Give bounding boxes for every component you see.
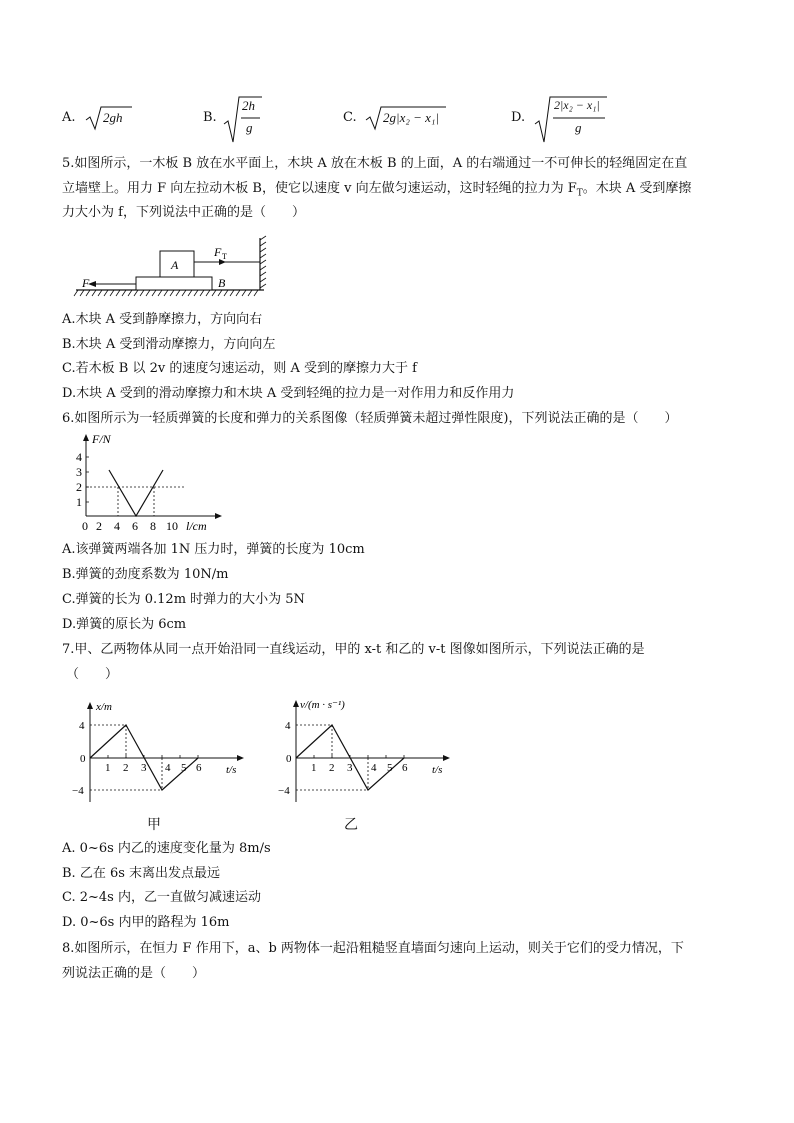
q6-option-a: A.该弹簧两端各加 1N 压力时，弹簧的长度为 10cm [62, 542, 365, 557]
q7-jia-xtick-3: 3 [141, 762, 147, 774]
q6-ytick-2: 2 [76, 480, 82, 494]
q6-xtick-10: 10 [166, 519, 178, 533]
wall-hatch [260, 236, 266, 288]
q6-xtick-4: 4 [114, 519, 120, 533]
q4-option-b-num: 2h [242, 98, 255, 113]
q7-figure-jia [70, 698, 260, 810]
q7-jia-xtick-5: 5 [181, 762, 187, 774]
force-f-label: F [82, 276, 90, 290]
q7-yi-xtick-5: 5 [387, 762, 393, 774]
q6-xtick-6: 6 [132, 519, 138, 533]
q5-option-b: B.木块 A 受到滑动摩擦力，方向向左 [62, 337, 276, 352]
q5-stem-line3: 力大小为 f，下列说法中正确的是（ ） [62, 205, 305, 220]
tension-label-sub: T [222, 252, 227, 261]
q7-figure-yi [276, 694, 466, 810]
q4-options [0, 92, 794, 148]
q7-jia-xtick-4: 4 [165, 762, 171, 774]
q4-option-c-label: C. [343, 110, 357, 125]
q7-jia-xlabel: t/s [226, 764, 237, 776]
q6-xtick-8: 8 [150, 519, 156, 533]
q5-figure [70, 232, 270, 300]
q7-option-d: D. 0~6s 内甲的路程为 16m [62, 915, 230, 930]
q7-jia-ytick-neg4: −4 [72, 785, 84, 797]
block-a-label: A [171, 258, 179, 272]
q4-option-b-den: g [246, 120, 253, 135]
q4-option-a-expr: 2gh [103, 110, 123, 125]
ground-hatch [74, 290, 258, 296]
q4-option-b-label: B. [203, 110, 217, 125]
q7-yi-xtick-2: 2 [329, 762, 335, 774]
q6-option-d: D.弹簧的原长为 6cm [62, 617, 187, 632]
f-l-graph [109, 470, 163, 516]
q7-yi-xtick-4: 4 [371, 762, 377, 774]
q8-stem-line1: 8.如图所示，在恒力 F 作用下，a、b 两物体一起沿粗糙竖直墙面匀速向上运动，则关于它们的受力情况，下 [62, 941, 684, 956]
q5-option-c: C.若木板 B 以 2v 的速度匀速运动，则 A 受到的摩擦力大于 f [62, 361, 417, 376]
q6-option-c: C.弹簧的长为 0.12m 时弹力的大小为 5N [62, 592, 305, 607]
q7-stem-line2: （ ） [66, 667, 119, 682]
q6-xtick-2: 2 [96, 519, 102, 533]
q4-option-d-den: g [575, 120, 582, 135]
q6-ytick-4: 4 [76, 450, 82, 464]
q7-jia-ytick-4: 4 [79, 720, 85, 732]
q4-option-c-expr: 2g|x₂ − x₁| [383, 110, 439, 125]
q7-yi-xlabel: t/s [432, 764, 443, 776]
q7-caption-yi: 乙 [344, 817, 358, 833]
q7-yi-xtick-3: 3 [347, 762, 353, 774]
q8-stem-line2: 列说法正确的是（ ） [62, 966, 206, 981]
q7-yi-xtick-6: 6 [402, 762, 408, 774]
tension-label: F [214, 245, 222, 259]
q7-yi-ytick-0: 0 [286, 753, 292, 765]
q7-yi-ytick-4: 4 [285, 720, 291, 732]
q7-option-a: A. 0~6s 内乙的速度变化量为 8m/s [62, 841, 271, 856]
q7-yi-xtick-1: 1 [311, 762, 317, 774]
q5-option-d: D.木块 A 受到的滑动摩擦力和木块 A 受到轻绳的拉力是一对作用力和反作用力 [62, 386, 515, 401]
q7-yi-ytick-neg4: −4 [278, 785, 290, 797]
board-b-label: B [218, 276, 226, 290]
q7-option-c: C. 2~4s 内，乙一直做匀减速运动 [62, 890, 261, 905]
q7-option-b: B. 乙在 6s 末离出发点最远 [62, 866, 221, 881]
q7-jia-xtick-1: 1 [105, 762, 111, 774]
q6-figure [68, 432, 228, 536]
q7-caption-jia: 甲 [147, 817, 161, 833]
q5-stem-line2-sub: T [576, 188, 583, 199]
q5-stem-line1: 5.如图所示，一木板 B 放在水平面上，木块 A 放在木板 B 的上面，A 的右端通过一不可伸长的轻绳固定在直 [62, 156, 688, 171]
q6-ylabel: F/N [92, 432, 111, 446]
q5-stem-line2-tail: 。木块 A 受到摩擦 [582, 181, 692, 196]
q7-yi-ylabel: v/(m · s⁻¹) [300, 699, 345, 711]
q7-stem-line1: 7.甲、乙两物体从同一点开始沿同一直线运动，甲的 x-t 和乙的 v-t 图像如图所示，下列说法正确的是 [62, 642, 645, 657]
board-b [136, 277, 212, 290]
q7-jia-ylabel: x/m [96, 701, 112, 713]
q4-option-d-label: D. [511, 110, 526, 125]
q6-ytick-3: 3 [76, 465, 82, 479]
q6-xtick-0: 0 [82, 519, 88, 533]
q7-jia-xtick-2: 2 [123, 762, 129, 774]
q6-xlabel: l/cm [186, 519, 207, 533]
q4-option-a-label: A. [62, 110, 76, 125]
q5-option-a: A.木块 A 受到静摩擦力，方向向右 [62, 312, 263, 327]
q6-ytick-1: 1 [76, 495, 82, 509]
q7-jia-xtick-6: 6 [196, 762, 202, 774]
q5-stem-line2 [62, 180, 691, 203]
q6-option-b: B.弹簧的劲度系数为 10N/m [62, 567, 229, 582]
q6-stem: 6.如图所示为一轻质弹簧的长度和弹力的关系图像（轻质弹簧未超过弹性限度)，下列说法正确的是（ ） [62, 411, 678, 426]
q4-option-d-num: 2|x₂ − x₁| [554, 98, 600, 112]
q5-stem-line2-text: 立墙壁上。用力 F 向左拉动木板 B，使它以速度 v 向左做匀速运动，这时轻绳的拉力为 F [62, 181, 577, 196]
q7-jia-ytick-0: 0 [80, 753, 86, 765]
